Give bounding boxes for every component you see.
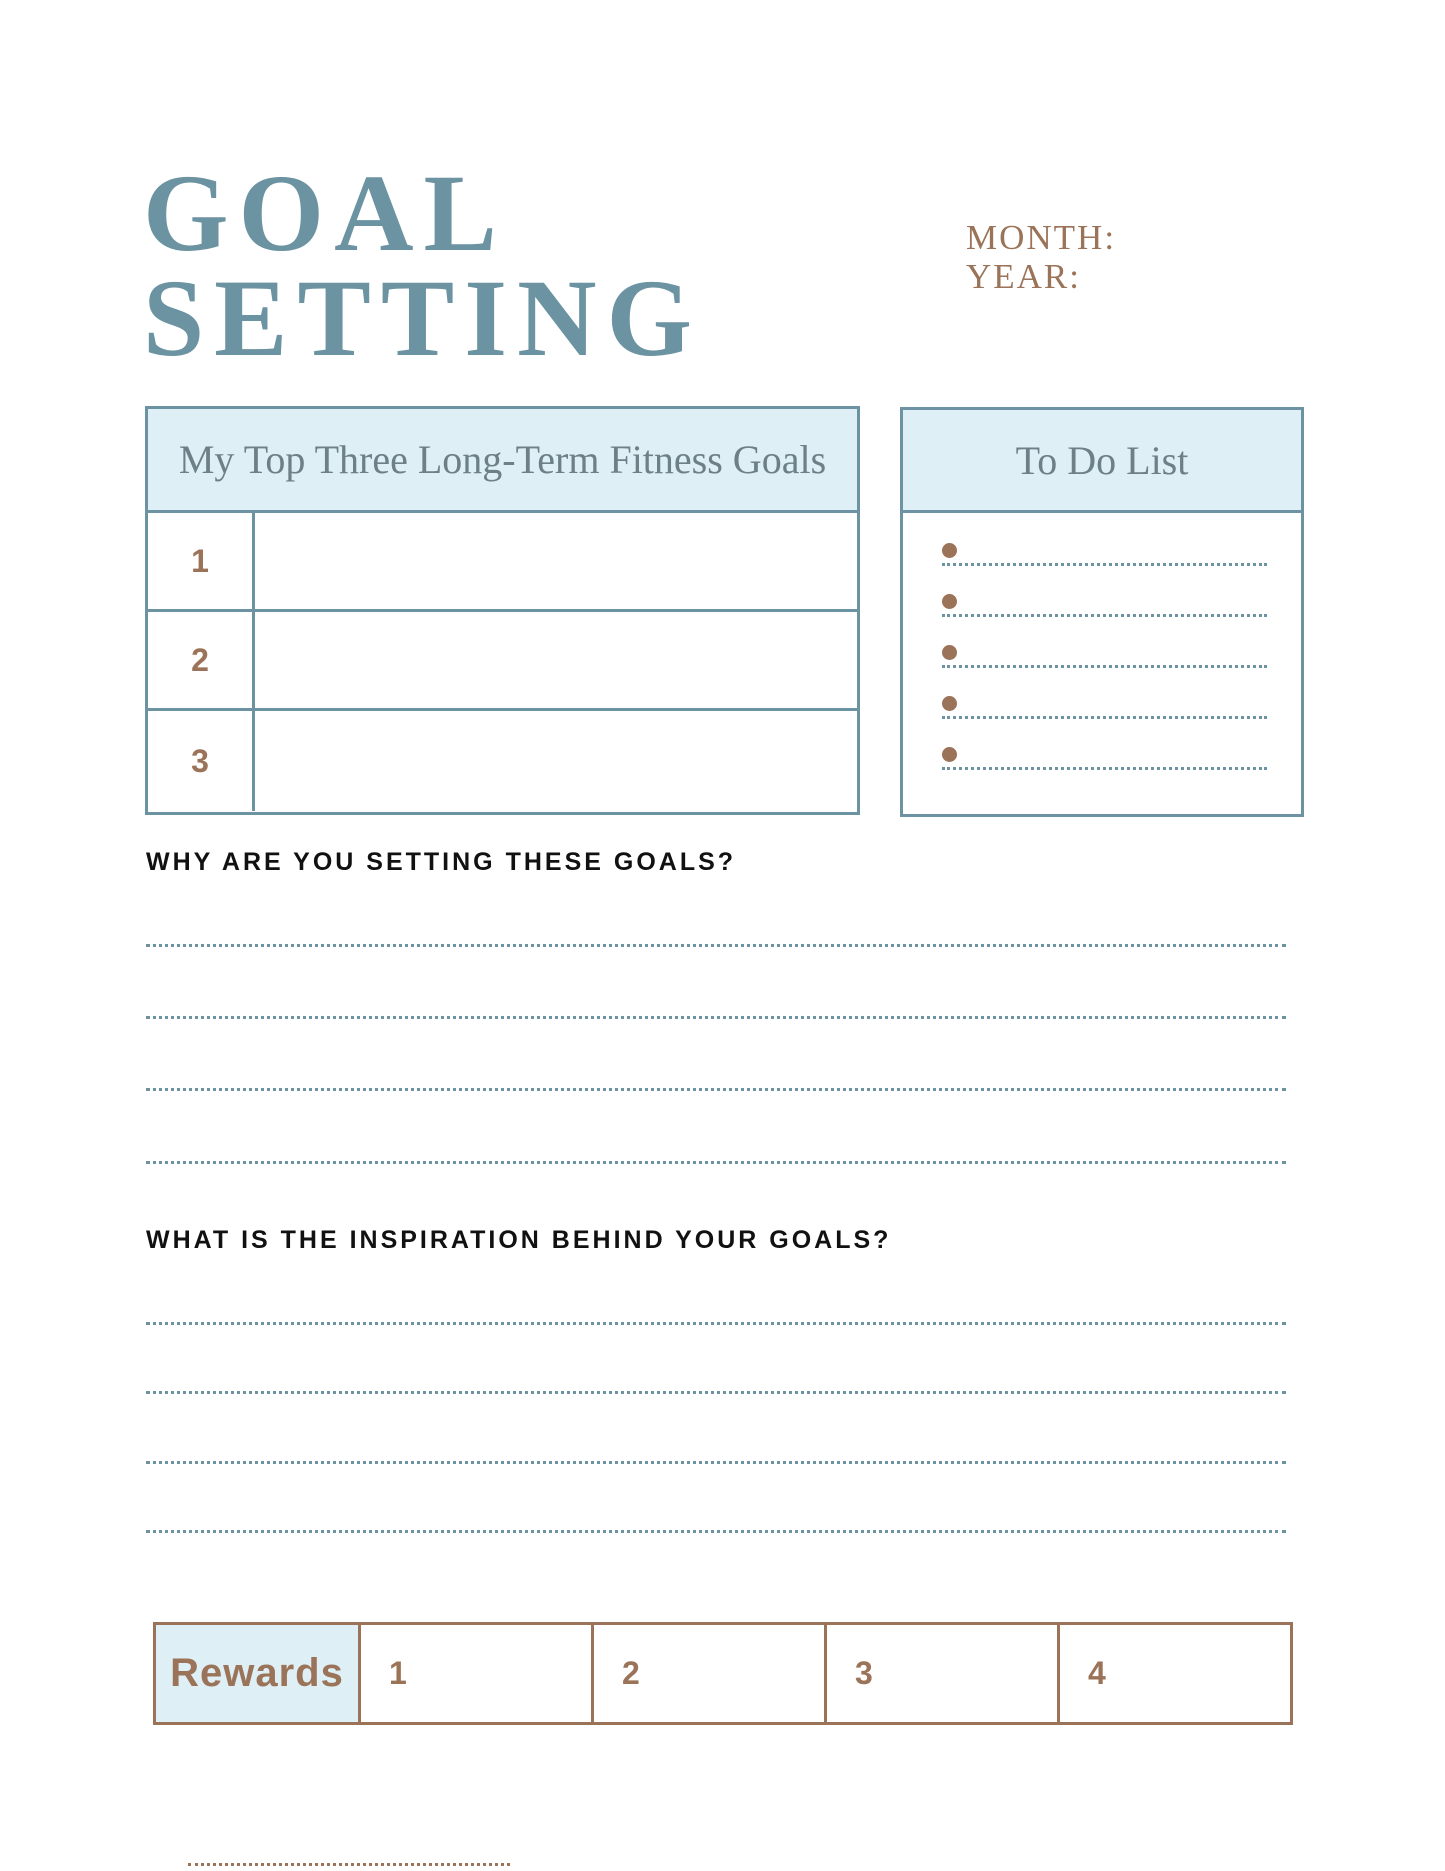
goal-number: 2 (148, 612, 255, 708)
reward-slot[interactable]: 1 (361, 1625, 594, 1722)
answer-line[interactable] (146, 944, 1286, 947)
year-label: YEAR: (966, 257, 1081, 296)
answer-line[interactable] (146, 1161, 1286, 1164)
rewards-table (153, 1622, 1293, 1725)
goal-entry-cell[interactable] (255, 612, 857, 708)
answer-line[interactable] (146, 1391, 1286, 1394)
goal-number: 3 (148, 711, 255, 811)
todo-item[interactable] (942, 594, 1267, 617)
reward-slot[interactable]: 4 (1088, 1655, 1106, 1691)
goal-number: 1 (148, 513, 255, 609)
signature-line[interactable] (188, 1863, 510, 1866)
goal-entry-cell[interactable] (255, 513, 857, 609)
goal-row (148, 513, 857, 612)
answer-line[interactable] (146, 1461, 1286, 1464)
answer-line[interactable] (146, 1530, 1286, 1533)
bullet-icon (942, 696, 957, 711)
question-inspiration: WHAT IS THE INSPIRATION BEHIND YOUR GOALS? (146, 1226, 892, 1254)
answer-line[interactable] (146, 1322, 1286, 1325)
bullet-icon (942, 594, 957, 609)
page-title-line-2: SETTING (143, 257, 703, 379)
todo-list-header: To Do List (903, 410, 1301, 513)
bullet-icon (942, 543, 957, 558)
question-why: WHY ARE YOU SETTING THESE GOALS? (146, 848, 737, 876)
month-label: MONTH: (966, 218, 1117, 257)
todo-list-box (900, 407, 1304, 817)
goal-row (148, 711, 857, 811)
goal-row (148, 612, 857, 711)
reward-slot[interactable]: 2 (594, 1625, 827, 1722)
bullet-icon (942, 747, 957, 762)
goals-table-header: My Top Three Long-Term Fitness Goals (148, 409, 857, 513)
answer-line[interactable] (146, 1016, 1286, 1019)
fitness-goals-table (145, 406, 860, 815)
reward-slot[interactable]: 3 (827, 1625, 1060, 1722)
goal-entry-cell[interactable] (255, 711, 857, 811)
todo-item[interactable] (942, 696, 1267, 719)
answer-line[interactable] (146, 1088, 1286, 1091)
bullet-icon (942, 645, 957, 660)
todo-item[interactable] (942, 543, 1267, 566)
todo-item[interactable] (942, 747, 1267, 770)
todo-item[interactable] (942, 645, 1267, 668)
rewards-label: Rewards (156, 1625, 361, 1722)
page-title-line-1: GOAL (143, 152, 507, 274)
